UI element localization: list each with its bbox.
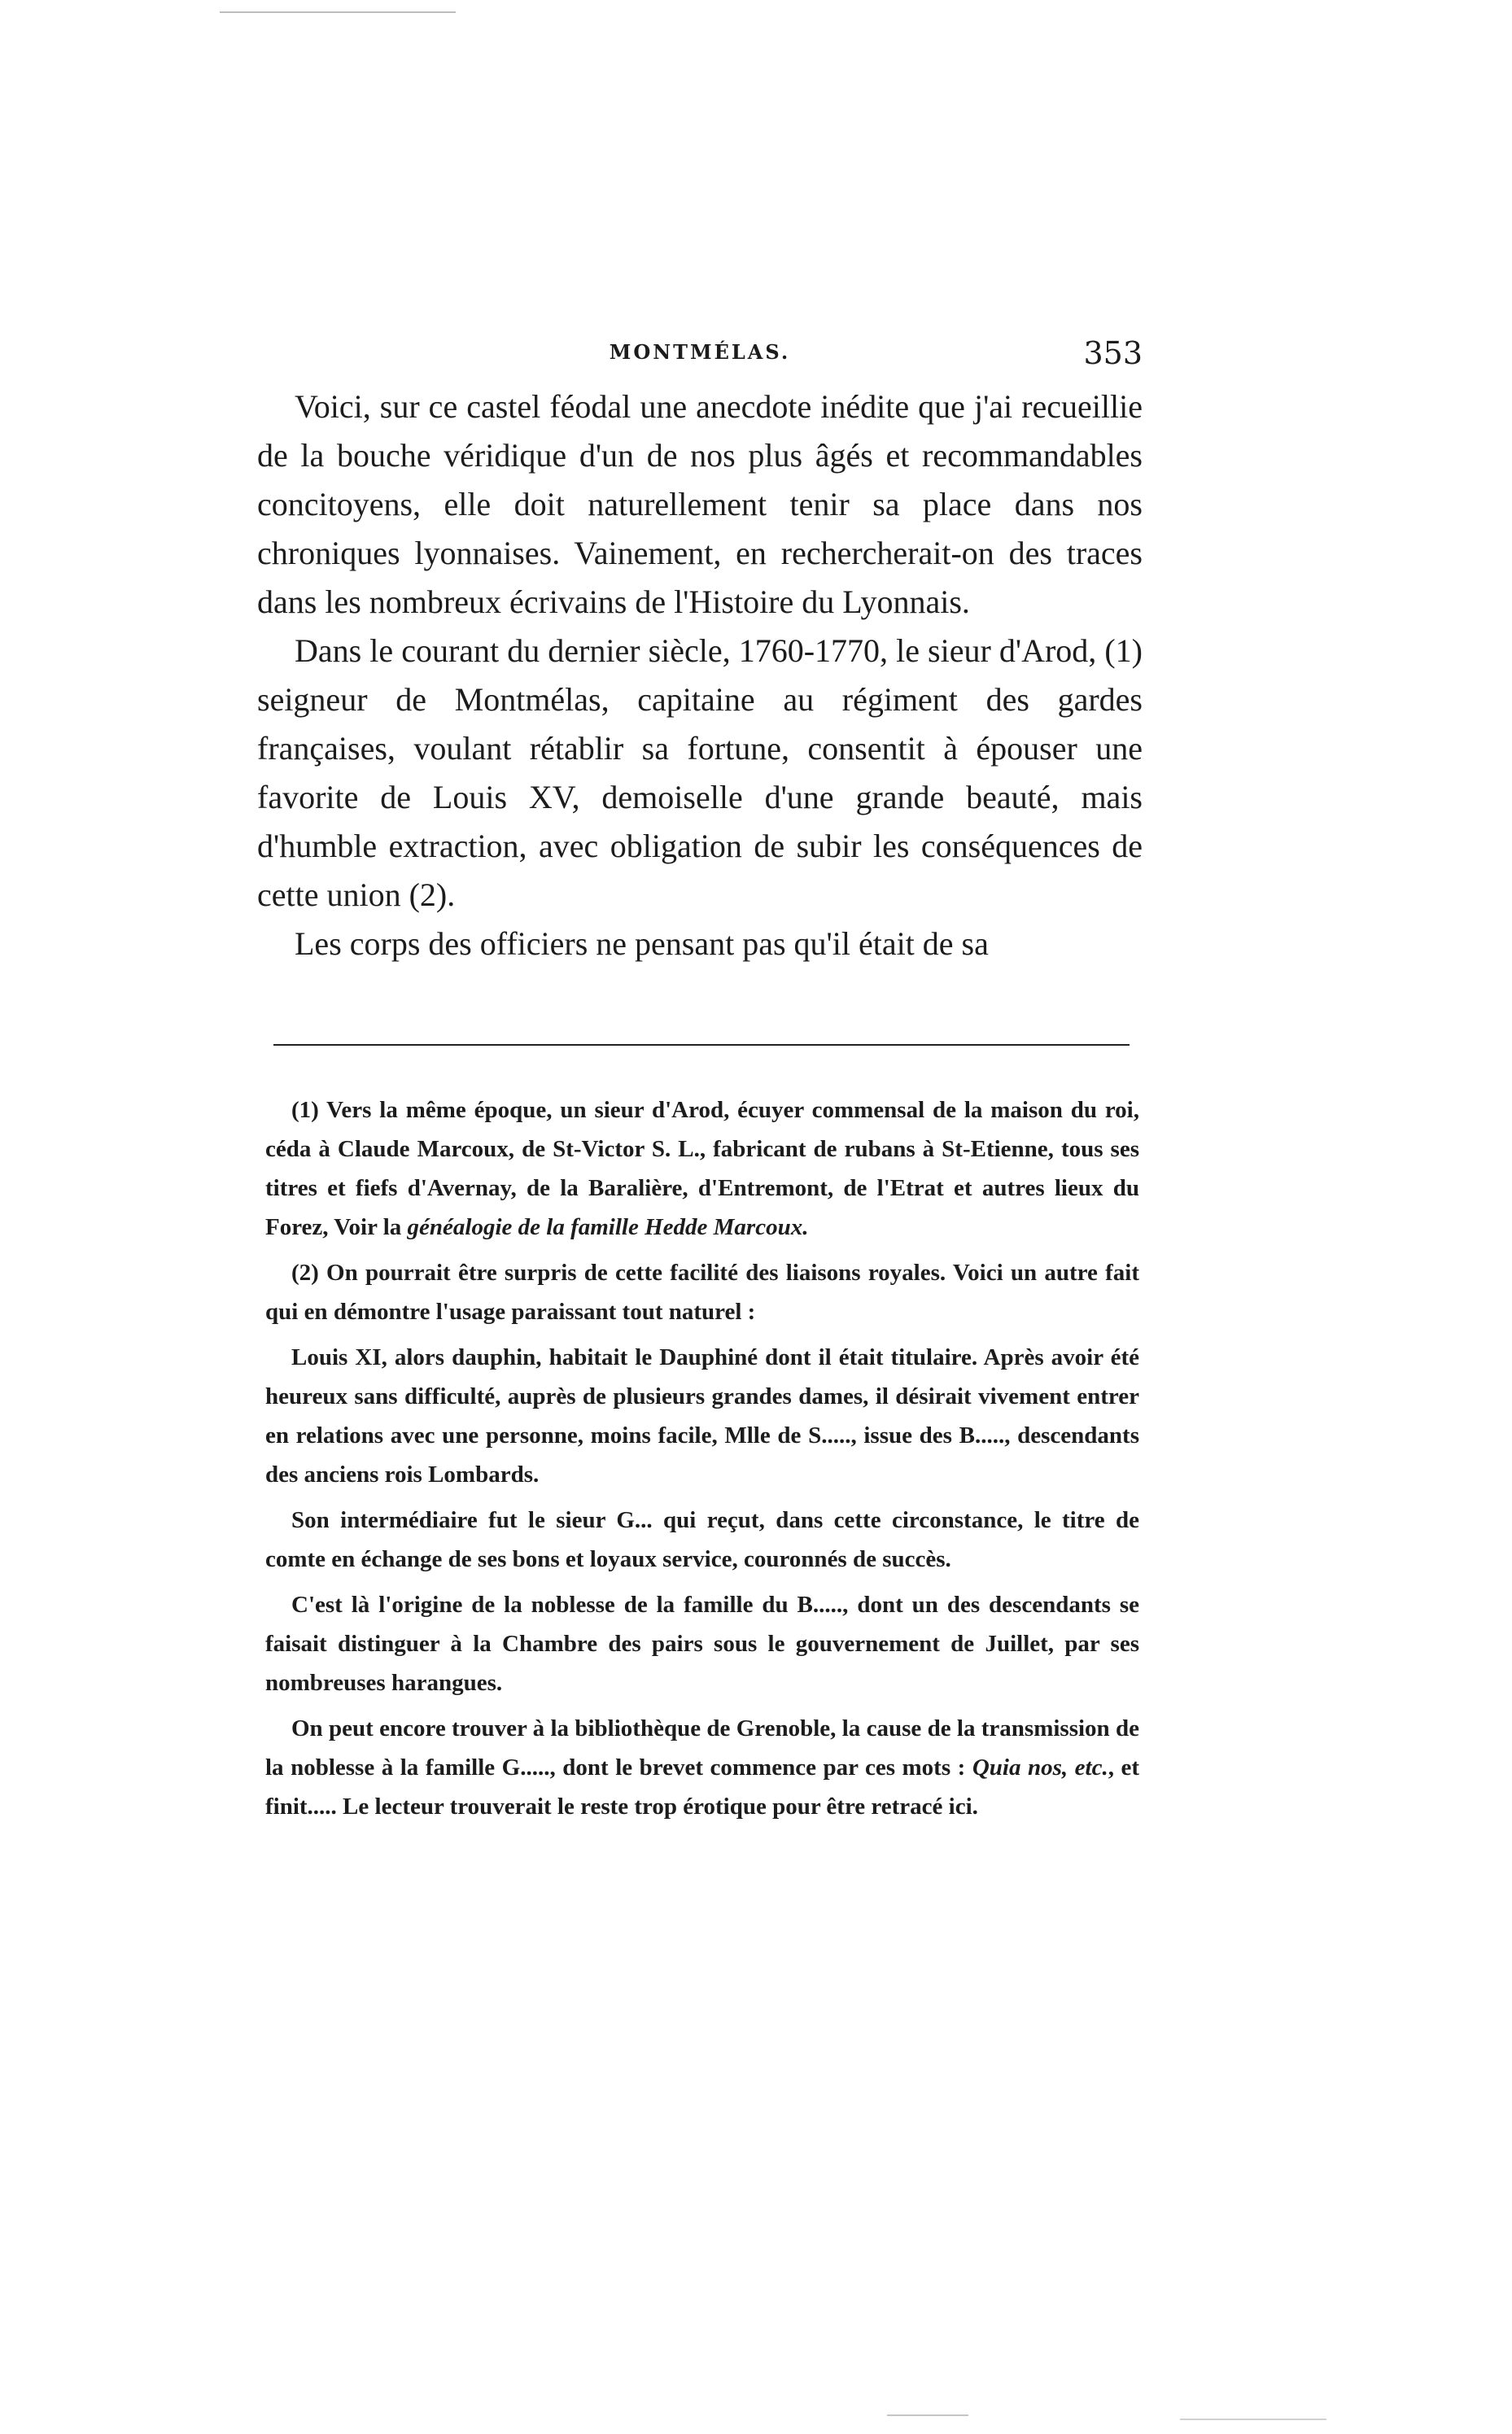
scan-artifact-bottom (887, 2414, 968, 2416)
main-text (257, 382, 1143, 968)
running-title: MONTMÉLAS. (609, 340, 791, 364)
paragraph: Dans le courant du dernier siècle, 1760-1770, le sieur d'Arod, (1) seigneur de Montmélas, capitaine au régiment des gardes françaises, voulant rétablir sa fortune, consentit à épouser une favorite de Louis XV, demoiselle d'une grande beauté, mais d'humble extraction, avec obligation de subir les conséquences de cette union (2). (257, 632, 1143, 913)
footnote-rule (273, 1044, 1130, 1046)
footnote-2-paragraph: C'est là l'origine de la noblesse de la famille du B....., dont un des descendants se faisait distinguer à la Chambre des pairs sous le gouvernement de Juillet, par ses nombreuses harangues. (265, 1592, 1139, 1696)
footnote-2-italic: Quia nos, etc. (972, 1754, 1108, 1781)
page-number: 353 (1083, 335, 1143, 371)
scan-artifact-top (220, 11, 456, 13)
footnote-1 (265, 1090, 1139, 1247)
running-head (257, 335, 1143, 373)
paragraph: Les corps des officiers ne pensant pas qu'il était de sa (295, 925, 989, 962)
paragraph: Voici, sur ce castel féodal une anecdote inédite que j'ai recueillie de la bouche véridique d'un de nos plus âgés et recommandables concitoyens, elle doit naturellement tenir sa place dans nos chroniques lyonnaises. Vainement, en rechercherait-on des traces dans les nombreux écrivains de l'Histoire du Lyonnais. (257, 388, 1143, 620)
footnote-2-paragraph: Son intermédiaire fut le sieur G... qui reçut, dans cette circonstance, le titre de comte en échange de ses bons et loyaux service, couronnés de succès. (265, 1507, 1139, 1572)
footnote-2-paragraph (265, 1709, 1139, 1826)
footnote-1-text: (1) Vers la même époque, un sieur d'Arod, écuyer commensal de la maison du roi, céda à Claude Marcoux, de St-Victor S. L., fabricant de rubans à St-Etienne, tous ses titres et fiefs d'Avernay, de la Baralière, d'Entremont, de l'Etrat et autres lieux du Forez, Voir la (265, 1097, 1139, 1240)
footnote-2-text: On peut encore trouver à la bibliothèque de Grenoble, la cause de la transmission de la noblesse à la famille G....., dont le brevet commence par ces mots : (265, 1715, 1139, 1781)
footnote-2-text-end: , et finit..... Le lecteur trouverait le reste trop érotique pour être retracé ici. (265, 1754, 1140, 1820)
footnote-1-italic: généalogie de la famille Hedde Marcoux. (407, 1214, 809, 1240)
scan-artifact-bottom (1180, 2419, 1326, 2420)
footnote-2-intro: (2) On pourrait être surpris de cette facilité des liaisons royales. Voici un autre fait qui en démontre l'usage paraissant tout naturel : (265, 1260, 1139, 1325)
footnote-2-paragraph: Louis XI, alors dauphin, habitait le Dauphiné dont il était titulaire. Après avoir été heureux sans difficulté, auprès de plusieurs grandes dames, il désirait vivement entrer en relations avec une personne, moins facile, Mlle de S....., issue des B....., descendants des anciens rois Lombards. (265, 1344, 1139, 1488)
footnotes (265, 1090, 1139, 1833)
